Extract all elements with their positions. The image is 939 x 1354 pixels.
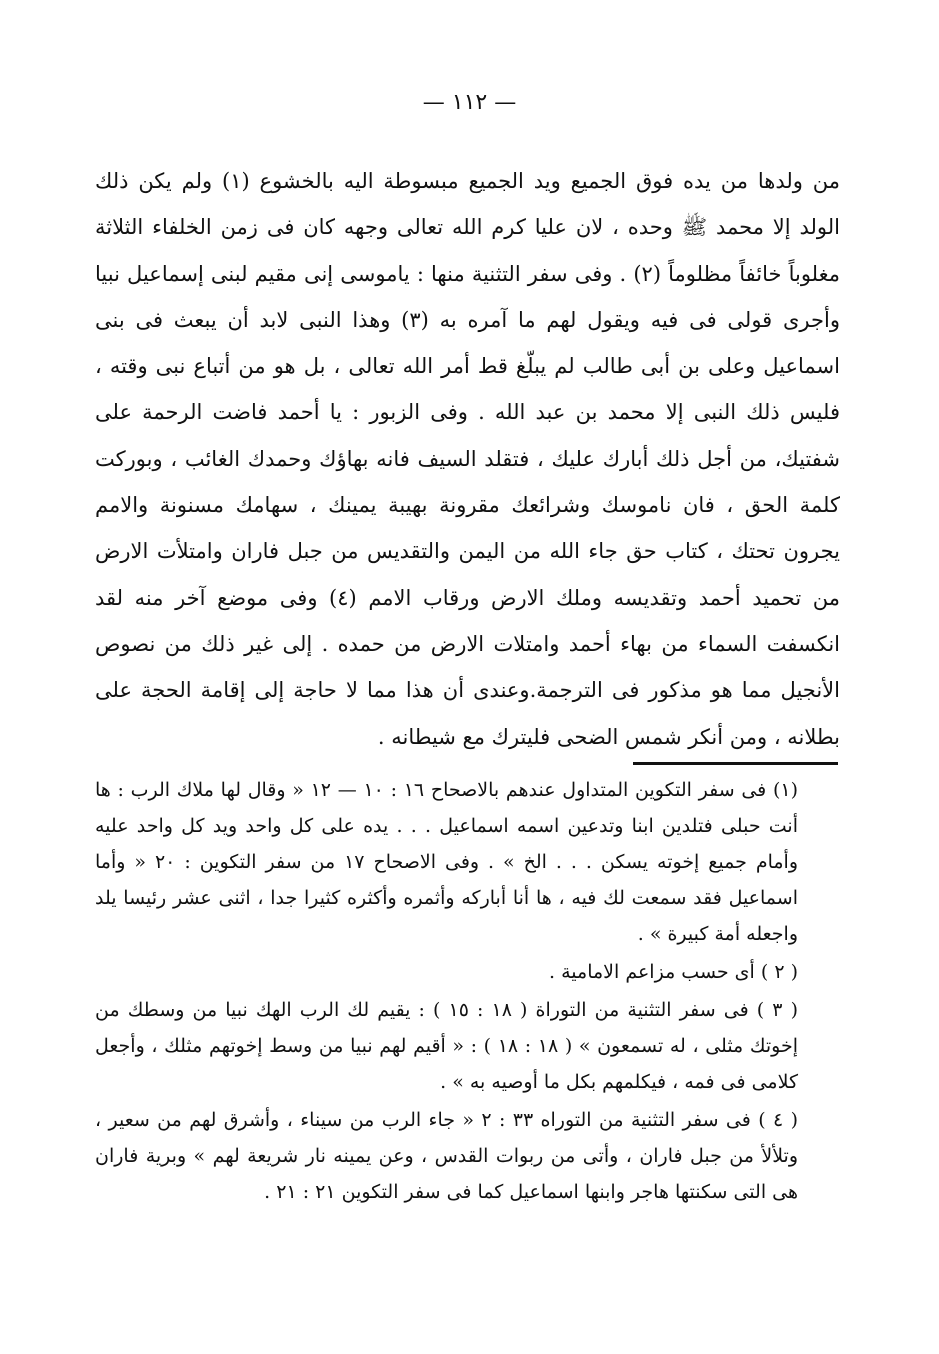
page-number: — ١١٢ — (422, 90, 517, 115)
footnote-2: ( ٢ ) أى حسب مزاعم الامامية . (549, 961, 798, 983)
footnotes-block (95, 772, 840, 1212)
main-text-block (95, 158, 840, 760)
footnote-1: (١) فى سفر التكوين المتداول عندهم بالاصحاح ١٦ : ١٠ — ١٢ « وقال لها ملاك الرب : ها أنت حبلى فتلدين ابنا وتدعين اسمه اسماعيل . . . يده على كل واحد ويد كل واحد عليه وأمام جميع إخوته يسكن . . . الخ » . وفى الاصحاح ١٧ من سفر التكوين : ٢٠ « وأما اسماعيل فقد سمعت لك فيه ، ها أنا أباركه وأثمره وأكثره كثيرا جدا ، اثنى عشر رئيسا يلد واجعله أمة كبيرة » . (95, 779, 799, 945)
footnote-3: ( ٣ ) فى سفر التثنية من التوراة ( ١٨ : ١٥ ) : يقيم لك الرب الهك نبيا من وسطك من إخوتك مثلى ، له تسمعون » ( ١٨ : ١٨ ) : « أقيم لهم نبيا من وسط إخوتهم مثلك ، وأجعل كلامى فى فمه ، فيكلمهم بكل ما أوصيه به » . (95, 999, 798, 1093)
footnote-separator (633, 762, 838, 765)
main-paragraph: من ولدها من يده فوق الجميع ويد الجميع مبسوطة اليه بالخشوع (١) ولم يكن ذلك الولد إلا محمد ﷺ وحده ، لان عليا كرم الله تعالى وجهه كان فى زمن الخلفاء الثلاثة مغلوباً خائفاً مظلوماً (٢) . وفى سفر التثنية منها : ياموسى إنى مقيم لبنى إسماعيل نبيا وأجرى قولى فى فيه ويقول لهم ما آمره به (٣) وهذا النبى لابد أن يبعث فى بنى اسماعيل وعلى بن أبى طالب لم يبلّغ قط أمر الله تعالى ، بل هو من أتباع نبى وقته ، فليس ذلك النبى إلا محمد بن عبد الله . وفى الزبور : يا أحمد فاضت الرحمة على شفتيك، من أجل ذلك أبارك عليك ، فتقلد السيف فانه بهاؤك وحمدك الغائب ، وبوركت كلمة الحق ، فان ناموسك وشرائعك مقرونة بهيبة يمينك ، سهامك مسنونة والامم يجرون تحتك ، كتاب حق جاء الله من اليمن والتقديس من جبل فاران وامتلأت الارض من تحميد أحمد وتقديسه وملك الارض ورقاب الامم (٤) وفى موضع آخر منه لقد انكسفت السماء من بهاء أحمد وامتلات الارض من حمده . إلى غير ذلك من نصوص الأنجيل مما هو مذكور فى الترجمة.وعندى أن هذا مما لا حاجة إلى إقامة الحجة على بطلانه ، ومن أنكر شمس الضحى فليترك مع شيطانه . (95, 169, 841, 749)
footnote-4: ( ٤ ) فى سفر التثنية من التوراه ٣٣ : ٢ « جاء الرب من سيناء ، وأشرق لهم من سعير ، وتلألأ من جبل فاران ، وأتى من ربوات القدس ، وعن يمينه نار شريعة لهم » وبرية فاران هى التى سكنتها هاجر وابنها اسماعيل كما فى سفر التكوين ٢١ : ٢١ . (95, 1109, 799, 1203)
